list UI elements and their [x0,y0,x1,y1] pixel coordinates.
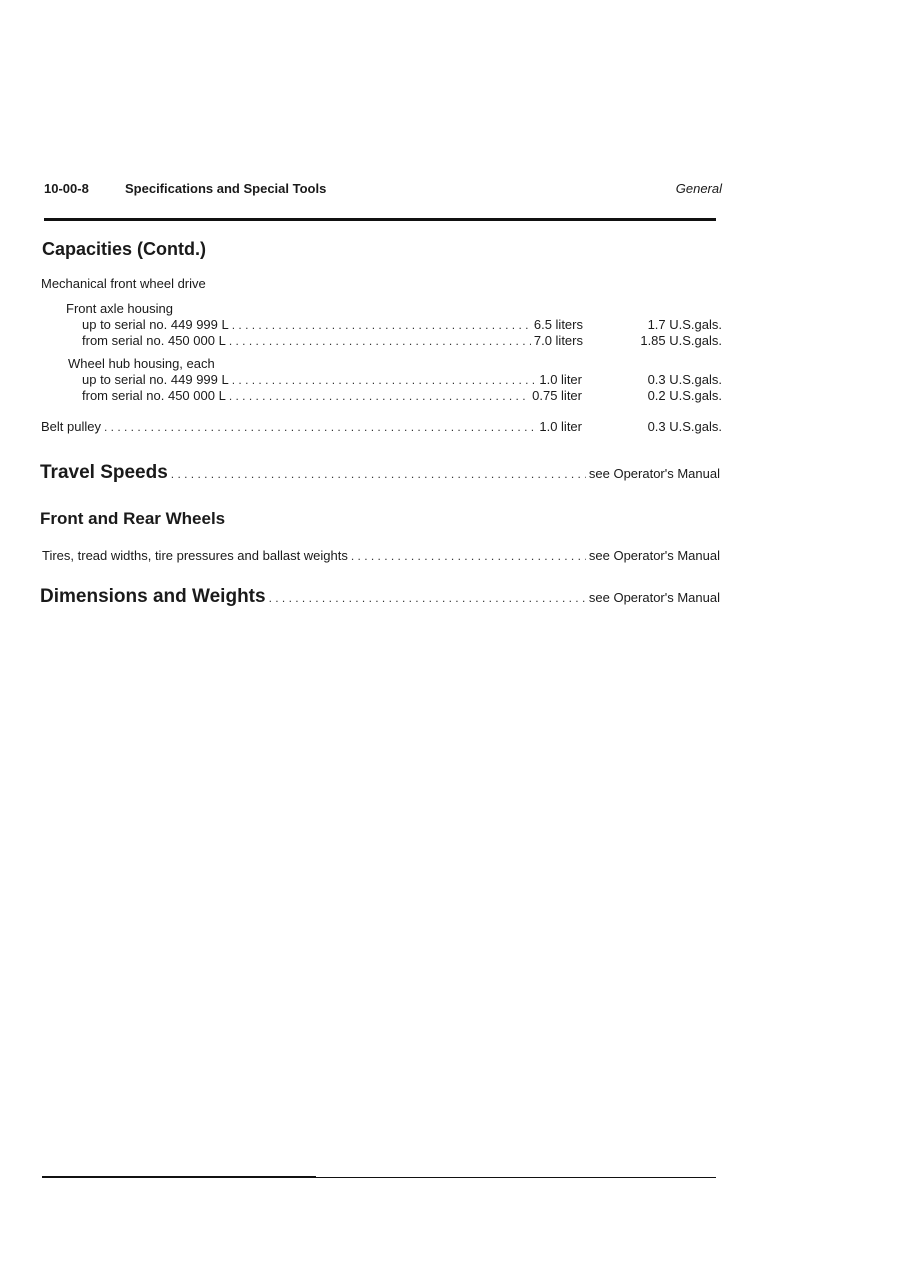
wheel-hub-label: Wheel hub housing, each [68,356,215,371]
row-metric: 6.5 liters [533,317,583,332]
page-number: 10-00-8 [44,181,89,196]
dot-leader [229,334,531,348]
header-title: Specifications and Special Tools [125,181,327,196]
dot-leader [229,389,529,403]
dot-leader [269,591,586,605]
dot-leader [104,420,536,434]
capacities-heading: Capacities (Contd.) [42,239,207,259]
dot-leader [232,318,531,332]
row-label: Belt pulley [41,419,101,434]
dot-leader [232,373,537,387]
footer-rule [316,1177,716,1178]
dot-leader [171,467,586,481]
footer-rule-thick [42,1176,316,1178]
spec-row [82,372,582,387]
dot-leader [351,549,586,563]
belt-pulley-row [41,419,582,434]
row-label: up to serial no. 449 999 L [82,372,229,387]
row-metric: 1.0 liter [539,372,582,387]
spec-row [82,317,583,332]
dimensions-heading: Dimensions and Weights [40,586,266,607]
row-label: from serial no. 450 000 L [82,388,226,403]
dimensions-row [40,586,720,608]
header-rule [44,218,716,221]
row-us: 1.85 U.S.gals. [640,333,722,348]
row-label: from serial no. 450 000 L [82,333,226,348]
row-metric: 7.0 liters [533,333,583,348]
travel-speeds-heading: Travel Speeds [40,462,168,483]
row-us: 0.2 U.S.gals. [647,388,722,403]
row-label: Tires, tread widths, tire pressures and ballast weights [42,548,348,563]
group-label: Mechanical front wheel drive [41,276,206,291]
front-axle-label: Front axle housing [66,301,173,316]
row-metric: 0.75 liter [532,388,582,403]
header-section: General [675,181,722,196]
travel-speeds-row [40,462,720,484]
reference: see Operator's Manual [588,548,720,563]
row-metric: 1.0 liter [539,419,582,434]
reference: see Operator's Manual [588,466,720,481]
spec-row [82,333,583,348]
wheels-heading: Front and Rear Wheels [40,509,226,528]
row-label: up to serial no. 449 999 L [82,317,229,332]
reference: see Operator's Manual [588,590,720,605]
spec-row [82,388,582,403]
wheels-row [42,548,720,563]
row-us: 0.3 U.S.gals. [647,419,722,434]
row-us: 0.3 U.S.gals. [647,372,722,387]
row-us: 1.7 U.S.gals. [647,317,722,332]
